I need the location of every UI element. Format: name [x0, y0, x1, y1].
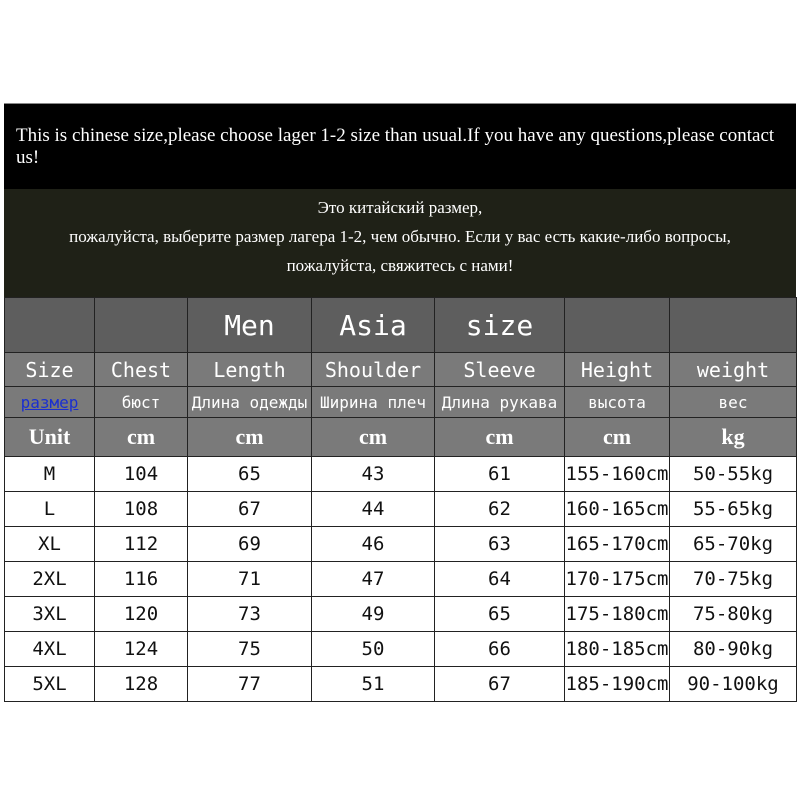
header-size: Size [5, 353, 95, 387]
header-ru-chest: бюст [95, 387, 188, 418]
table-cell: 67 [435, 667, 565, 702]
unit-cell: kg [670, 418, 797, 457]
header-height: Height [565, 353, 670, 387]
size-cell: 3XL [5, 597, 95, 632]
russian-notice-line-2: пожалуйста, выберите размер лагера 1-2, чем обычно. Если у вас есть какие-либо вопросы, [69, 227, 731, 246]
title-cell: Asia [312, 298, 435, 353]
english-notice [4, 103, 796, 189]
table-cell: 62 [435, 492, 565, 527]
table-cell: 65 [188, 457, 312, 492]
header-weight: weight [670, 353, 797, 387]
size-cell: XL [5, 527, 95, 562]
header-ru-shoulder: Ширина плеч [312, 387, 435, 418]
table-cell: 69 [188, 527, 312, 562]
header-ru-height: высота [565, 387, 670, 418]
title-cell [5, 298, 95, 353]
header-shoulder: Shoulder [312, 353, 435, 387]
title-cell: Men [188, 298, 312, 353]
table-header-ru-row [5, 387, 797, 418]
unit-cell: cm [312, 418, 435, 457]
russian-notice-line-1: Это китайский размер, [317, 198, 483, 217]
table-cell: 170-175cm [565, 562, 670, 597]
title-cell [565, 298, 670, 353]
table-cell: 128 [95, 667, 188, 702]
table-row [5, 632, 797, 667]
table-cell: 70-75kg [670, 562, 797, 597]
size-cell: M [5, 457, 95, 492]
header-length: Length [188, 353, 312, 387]
table-cell: 50 [312, 632, 435, 667]
title-cell: size [435, 298, 565, 353]
table-cell: 124 [95, 632, 188, 667]
header-sleeve: Sleeve [435, 353, 565, 387]
table-cell: 47 [312, 562, 435, 597]
table-cell: 43 [312, 457, 435, 492]
table-cell: 49 [312, 597, 435, 632]
russian-notice-line-3: пожалуйста, свяжитесь с нами! [286, 256, 514, 275]
header-ru-weight: вес [670, 387, 797, 418]
size-cell: 5XL [5, 667, 95, 702]
table-cell: 61 [435, 457, 565, 492]
size-cell: L [5, 492, 95, 527]
size-cell: 2XL [5, 562, 95, 597]
table-cell: 66 [435, 632, 565, 667]
table-row [5, 527, 797, 562]
header-chest: Chest [95, 353, 188, 387]
table-title-row [5, 298, 797, 353]
table-cell: 90-100kg [670, 667, 797, 702]
table-cell: 75 [188, 632, 312, 667]
table-cell: 67 [188, 492, 312, 527]
unit-label: Unit [5, 418, 95, 457]
size-table [4, 297, 797, 702]
english-notice-text: This is chinese size,please choose lager 1-2 size than usual.If you have any questions,please contact us! [16, 124, 775, 168]
size-cell: 4XL [5, 632, 95, 667]
table-row [5, 597, 797, 632]
table-cell: 112 [95, 527, 188, 562]
table-cell: 65 [435, 597, 565, 632]
table-cell: 120 [95, 597, 188, 632]
table-cell: 44 [312, 492, 435, 527]
table-cell: 116 [95, 562, 188, 597]
table-cell: 50-55kg [670, 457, 797, 492]
title-cell [670, 298, 797, 353]
table-cell: 77 [188, 667, 312, 702]
table-cell: 165-170cm [565, 527, 670, 562]
unit-cell: cm [435, 418, 565, 457]
unit-cell: cm [565, 418, 670, 457]
header-ru-size: размер [5, 387, 95, 418]
table-cell: 108 [95, 492, 188, 527]
table-cell: 46 [312, 527, 435, 562]
table-cell: 51 [312, 667, 435, 702]
table-cell: 63 [435, 527, 565, 562]
table-cell: 71 [188, 562, 312, 597]
table-row [5, 562, 797, 597]
table-row [5, 667, 797, 702]
table-cell: 180-185cm [565, 632, 670, 667]
table-cell: 73 [188, 597, 312, 632]
unit-cell: cm [188, 418, 312, 457]
header-ru-sleeve: Длина рукава [435, 387, 565, 418]
title-cell [95, 298, 188, 353]
table-cell: 160-165cm [565, 492, 670, 527]
unit-cell: cm [95, 418, 188, 457]
table-cell: 75-80kg [670, 597, 797, 632]
table-header-row [5, 353, 797, 387]
table-cell: 65-70kg [670, 527, 797, 562]
table-row [5, 457, 797, 492]
table-cell: 80-90kg [670, 632, 797, 667]
table-cell: 104 [95, 457, 188, 492]
russian-notice [4, 189, 796, 297]
table-cell: 64 [435, 562, 565, 597]
table-row [5, 492, 797, 527]
table-cell: 175-180cm [565, 597, 670, 632]
table-cell: 155-160cm [565, 457, 670, 492]
table-unit-row [5, 418, 797, 457]
header-ru-length: Длина одежды [188, 387, 312, 418]
table-cell: 55-65kg [670, 492, 797, 527]
table-cell: 185-190cm [565, 667, 670, 702]
size-chart [4, 103, 796, 702]
